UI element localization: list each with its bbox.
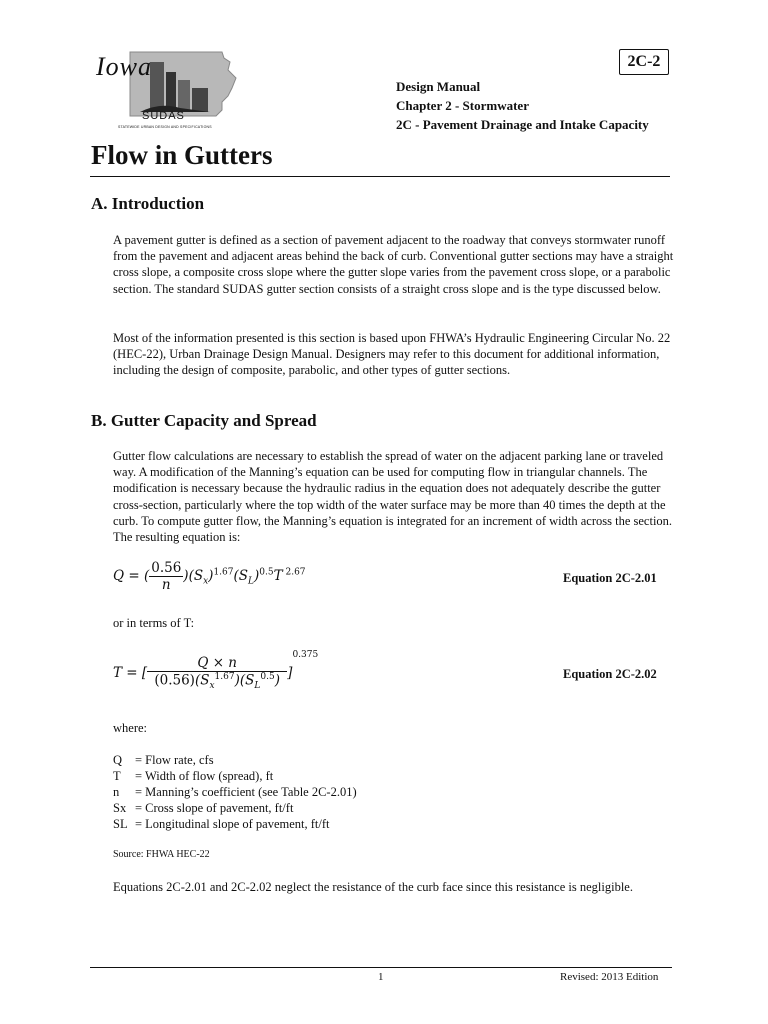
- header-chapter: Chapter 2 - Stormwater: [396, 98, 529, 113]
- section-a-paragraph-1: A pavement gutter is defined as a section of pavement adjacent to the roadway that conveys stormwater runoff from the pavement and adjacent areas behind the back of curb. Conventional gutter sections may have a straight cross slope, a composite cross slope where the gutter slope varies from the pavement cross slope, or a parabolic section. The standard SUDAS gutter section consists of a straight cross slope and is the type discussed below.: [113, 233, 674, 296]
- page-number: 1: [378, 971, 384, 983]
- page-title: Flow in Gutters: [91, 140, 273, 170]
- list-item: [113, 752, 357, 768]
- section-b-heading: B. Gutter Capacity and Spread: [91, 411, 317, 430]
- logo-script-text: Iowa: [96, 52, 152, 81]
- variable-description: = Width of flow (spread), ft: [135, 769, 274, 783]
- section-b-paragraph-final: Equations 2C-2.01 and 2C-2.02 neglect the resistance of the curb face since this resistance is negligible.: [113, 880, 633, 894]
- equation-2-label: Equation 2C-2.02: [563, 667, 657, 681]
- equation-2c-2-01: Q = ( $\frac{0.56}{n}$ )$(S_x)^{1.67}(S_L)^{0.5}T$ $^{2.67}$: [113, 560, 306, 593]
- variable-description: = Manning’s coefficient (see Table 2C-2.01): [135, 785, 357, 799]
- section-a-paragraph-2: Most of the information presented is this section is based upon FHWA’s Hydraulic Engineering Circular No. 22 (HEC-22), Urban Drainage Design Manual. Designers may refer to this document for additional information, including the design of composite, parabolic, and other types of gutter sections.: [113, 331, 671, 378]
- where-text: where:: [113, 721, 148, 735]
- list-item: [113, 800, 357, 816]
- iowa-sudas-logo: [90, 48, 240, 134]
- source-note: Source: FHWA HEC-22: [113, 849, 210, 860]
- section-b-paragraph-1: Gutter flow calculations are necessary to establish the spread of water on the adjacent parking lane or traveled way. A modification of the Manning’s equation can be used for computing flow in triangular channels. The modification is necessary because the hydraulic radius in the equation does not adequately describe the gutter cross-section, particularly where the top width of the water surface may be more than 40 times the depth at the curb. To compute gutter flow, the Manning’s equation is integrated for an increment of width across the section. The resulting equation is:: [113, 449, 673, 545]
- equation-1-label: Equation 2C-2.01: [563, 571, 657, 585]
- revised-note: Revised: 2013 Edition: [560, 971, 659, 983]
- list-item: [113, 816, 357, 832]
- variable-description: = Cross slope of pavement, ft/ft: [135, 801, 294, 815]
- title-rule: [90, 176, 670, 177]
- list-item: [113, 768, 357, 784]
- header-section: 2C - Pavement Drainage and Intake Capacity: [396, 117, 649, 132]
- logo-name: SUDAS: [142, 110, 185, 122]
- variable-definitions: [113, 752, 357, 832]
- variable-symbol: T: [113, 769, 121, 783]
- list-item: [113, 784, 357, 800]
- footer-rule: [90, 967, 672, 968]
- variable-symbol: SL: [113, 817, 128, 831]
- variable-description: = Longitudinal slope of pavement, ft/ft: [135, 817, 330, 831]
- logo-subtitle: STATEWIDE URBAN DESIGN AND SPECIFICATIONS: [118, 125, 212, 129]
- header-manual: Design Manual: [396, 79, 481, 94]
- section-code-badge: 2C-2: [619, 49, 669, 75]
- or-in-terms-text: or in terms of T:: [113, 616, 195, 630]
- equation-2c-2-02: T = [ $\frac{Q \times n}{(0.56)(S_x^{1.67})(S_L^{0.5})}$ ]$^{0.375}$: [113, 650, 319, 692]
- variable-description: = Flow rate, cfs: [135, 753, 214, 767]
- variable-symbol: Q: [113, 753, 123, 767]
- variable-symbol: n: [113, 785, 120, 799]
- section-a-heading: A. Introduction: [91, 194, 205, 213]
- variable-symbol: Sx: [113, 801, 127, 815]
